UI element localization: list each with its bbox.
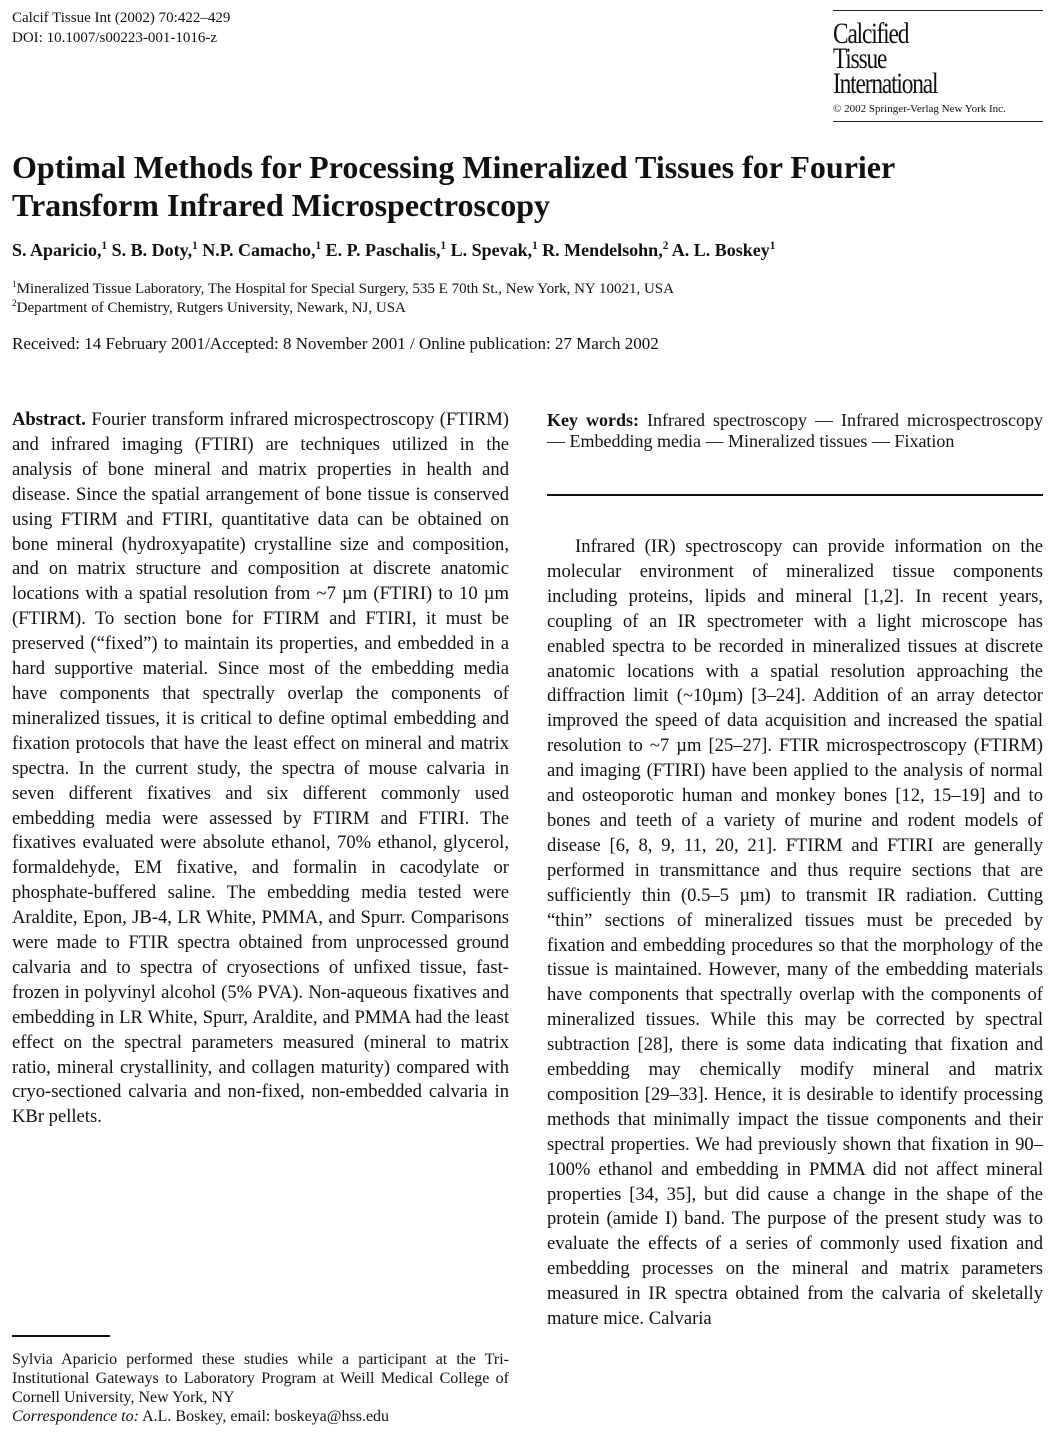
- abstract-label: Abstract.: [12, 409, 86, 430]
- author-sup: 1: [769, 240, 776, 252]
- author: A. L. Boskey: [671, 240, 770, 260]
- article-title: Optimal Methods for Processing Mineralized Tissues for Fourier Transform Infrared Microspectroscopy: [12, 149, 895, 223]
- correspondence: [12, 1407, 509, 1426]
- affiliation: [12, 299, 674, 318]
- abstract: [12, 408, 509, 1130]
- affiliations: [12, 280, 674, 318]
- footnote-divider: [12, 1335, 110, 1337]
- correspondence-text: A.L. Boskey, email: boskeya@hss.edu: [142, 1408, 390, 1425]
- introduction: [547, 535, 1043, 1332]
- logo-word: Tissue: [833, 42, 887, 75]
- affiliation-text: Mineralized Tissue Laboratory, The Hospital for Special Surgery, 535 E 70th St., New York, NY 10021, USA: [16, 281, 674, 297]
- citation-header: [12, 8, 230, 48]
- intro-paragraph: Infrared (IR) spectroscopy can provide information on the molecular environment of mineralized tissue components including proteins, lipids and mineral [1,2]. In recent years, coupling of an IR spectrometer with a light microscope has enabled spectra to be recorded in mineralized tissues at discrete anatomic locations with a spatial resolution approaching the diffraction limit (~10µm) [3–24]. Addition of an array detector improved the speed of data acquisition and increased the spatial resolution to ~7 µm [25–27]. FTIR microspectroscopy (FTIRM) and imaging (FTIRI) have been applied to the analysis of normal and osteoporotic human and monkey bones [12, 15–19] and to bones and teeth of a variety of murine and rodent models of disease [6, 8, 9, 11, 20, 21]. FTIRM and FTIRI are generally performed in transmittance and thus require sections that are sufficiently thin (0.5–5 µm) to transmit IR radiation. Cutting “thin” sections of mineralized tissues must be preceded by fixation and embedding procedures so that the morphology of the tissue is maintained. However, many of the embedding materials have components that spectrally overlap with the components of mineralized tissues. While this may be corrected by spectral subtraction [28], there is some data indicating that fixation and embedding may chemically modify mineral and matrix composition [29–33]. Hence, it is desirable to identify processing methods that minimally impact the tissue components and their spectral properties. We had previously shown that fixation in 90–100% ethanol and embedding in PMMA did not affect mineral properties [34, 35], but did cause a change in the shape of the protein (amide I) band. The purpose of the present study was to evaluate the effects of a series of commonly used fixation and embedding processes on the mineral and matrix parameters measured in IR spectra obtained from the calvaria of skeletally mature mice. Calvaria: [547, 536, 1043, 1330]
- journal-logo: [833, 10, 1043, 122]
- keywords: [547, 410, 1043, 452]
- footnote: [12, 1350, 509, 1426]
- affiliation-sup: 2: [12, 299, 17, 309]
- author-sup: 2: [662, 240, 669, 252]
- author-sup: 1: [440, 240, 447, 252]
- affiliation-text: Department of Chemistry, Rutgers University, Newark, NJ, USA: [16, 300, 406, 316]
- author: R. Mendelsohn,: [542, 240, 663, 260]
- author: L. Spevak,: [450, 240, 533, 260]
- keywords-text: Infrared spectroscopy — Infrared microspectroscopy — Embedding media — Mineralized tissues — Fixation: [547, 410, 1043, 451]
- author: S. Aparicio,: [12, 240, 102, 260]
- correspondence-label: Correspondence to:: [12, 1408, 139, 1425]
- logo-word: Calcified: [833, 17, 909, 50]
- publication-dates: Received: 14 February 2001/Accepted: 8 November 2001 / Online publication: 27 March 2002: [12, 334, 659, 353]
- author: E. P. Paschalis,: [325, 240, 441, 260]
- keywords-label: Key words:: [547, 410, 640, 430]
- keywords-divider: [547, 494, 1043, 496]
- citation-line: Calcif Tissue Int (2002) 70:422–429: [12, 10, 231, 26]
- author-list: [12, 240, 775, 261]
- author-sup: 1: [532, 240, 538, 252]
- author-sup: 1: [315, 240, 322, 252]
- copyright: © 2002 Springer-Verlag New York Inc.: [833, 103, 1006, 115]
- doi-line: DOI: 10.1007/s00223-001-1016-z: [12, 30, 217, 46]
- affiliation: [12, 280, 674, 299]
- author: S. B. Doty,: [111, 240, 193, 260]
- author-sup: 1: [101, 240, 108, 252]
- abstract-text: Fourier transform infrared microspectroscopy (FTIRM) and infrared imaging (FTIRI) are techniques utilized in the analysis of bone mineral and matrix properties in health and disease. Since the spatial arrangement of bone tissue is conserved using FTIRM and FTIRI, quantitative data can be obtained on bone mineral (hydroxyapatite) crystalline size and composition, and on matrix structure and composition at discrete anatomic locations with a spatial resolution from ~7 µm (FTIRI) to 10 µm (FTIRM). To section bone for FTIRM and FTIRI, it must be preserved (“fixed”) to maintain its properties, and embedded in a hard supportive material. Since most of the embedding media have components that spectrally overlap the components of mineralized tissues, it is critical to define optimal embedding and fixation protocols that have the least effect on mineral and matrix spectra. In the current study, the spectra of mouse calvaria in seven different fixatives and six different commonly used embedding media were assessed by FTIRM and FTIRI. The fixatives evaluated were absolute ethanol, 70% ethanol, glycerol, formaldehyde, EM fixative, and formalin in cacodylate or phosphate-buffered saline. The embedding media tested were Araldite, Epon, JB-4, LR White, PMMA, and Spurr. Comparisons were made to FTIR spectra obtained from unprocessed ground calvaria and to spectra of cryosections of unfixed tissue, fast-frozen in polyvinyl alcohol (5% PVA). Non-aqueous fixatives and embedding in LR White, Spurr, Araldite, and PMMA had the least effect on the spectral parameters measured (mineral to matrix ratio, mineral crystallinity, and collagen maturity) compared with cryo-sectioned calvaria and non-fixed, non-embedded calvaria in KBr pellets.: [12, 409, 509, 1128]
- author-sup: 1: [192, 240, 198, 252]
- author: N.P. Camacho,: [202, 240, 316, 260]
- logo-word: International: [833, 67, 938, 100]
- affiliation-sup: 1: [12, 280, 17, 290]
- footnote-text: Sylvia Aparicio performed these studies while a participant at the Tri-Institutional Gateways to Laboratory Program at Weill Medical College of Cornell University, New York, NY: [12, 1351, 509, 1406]
